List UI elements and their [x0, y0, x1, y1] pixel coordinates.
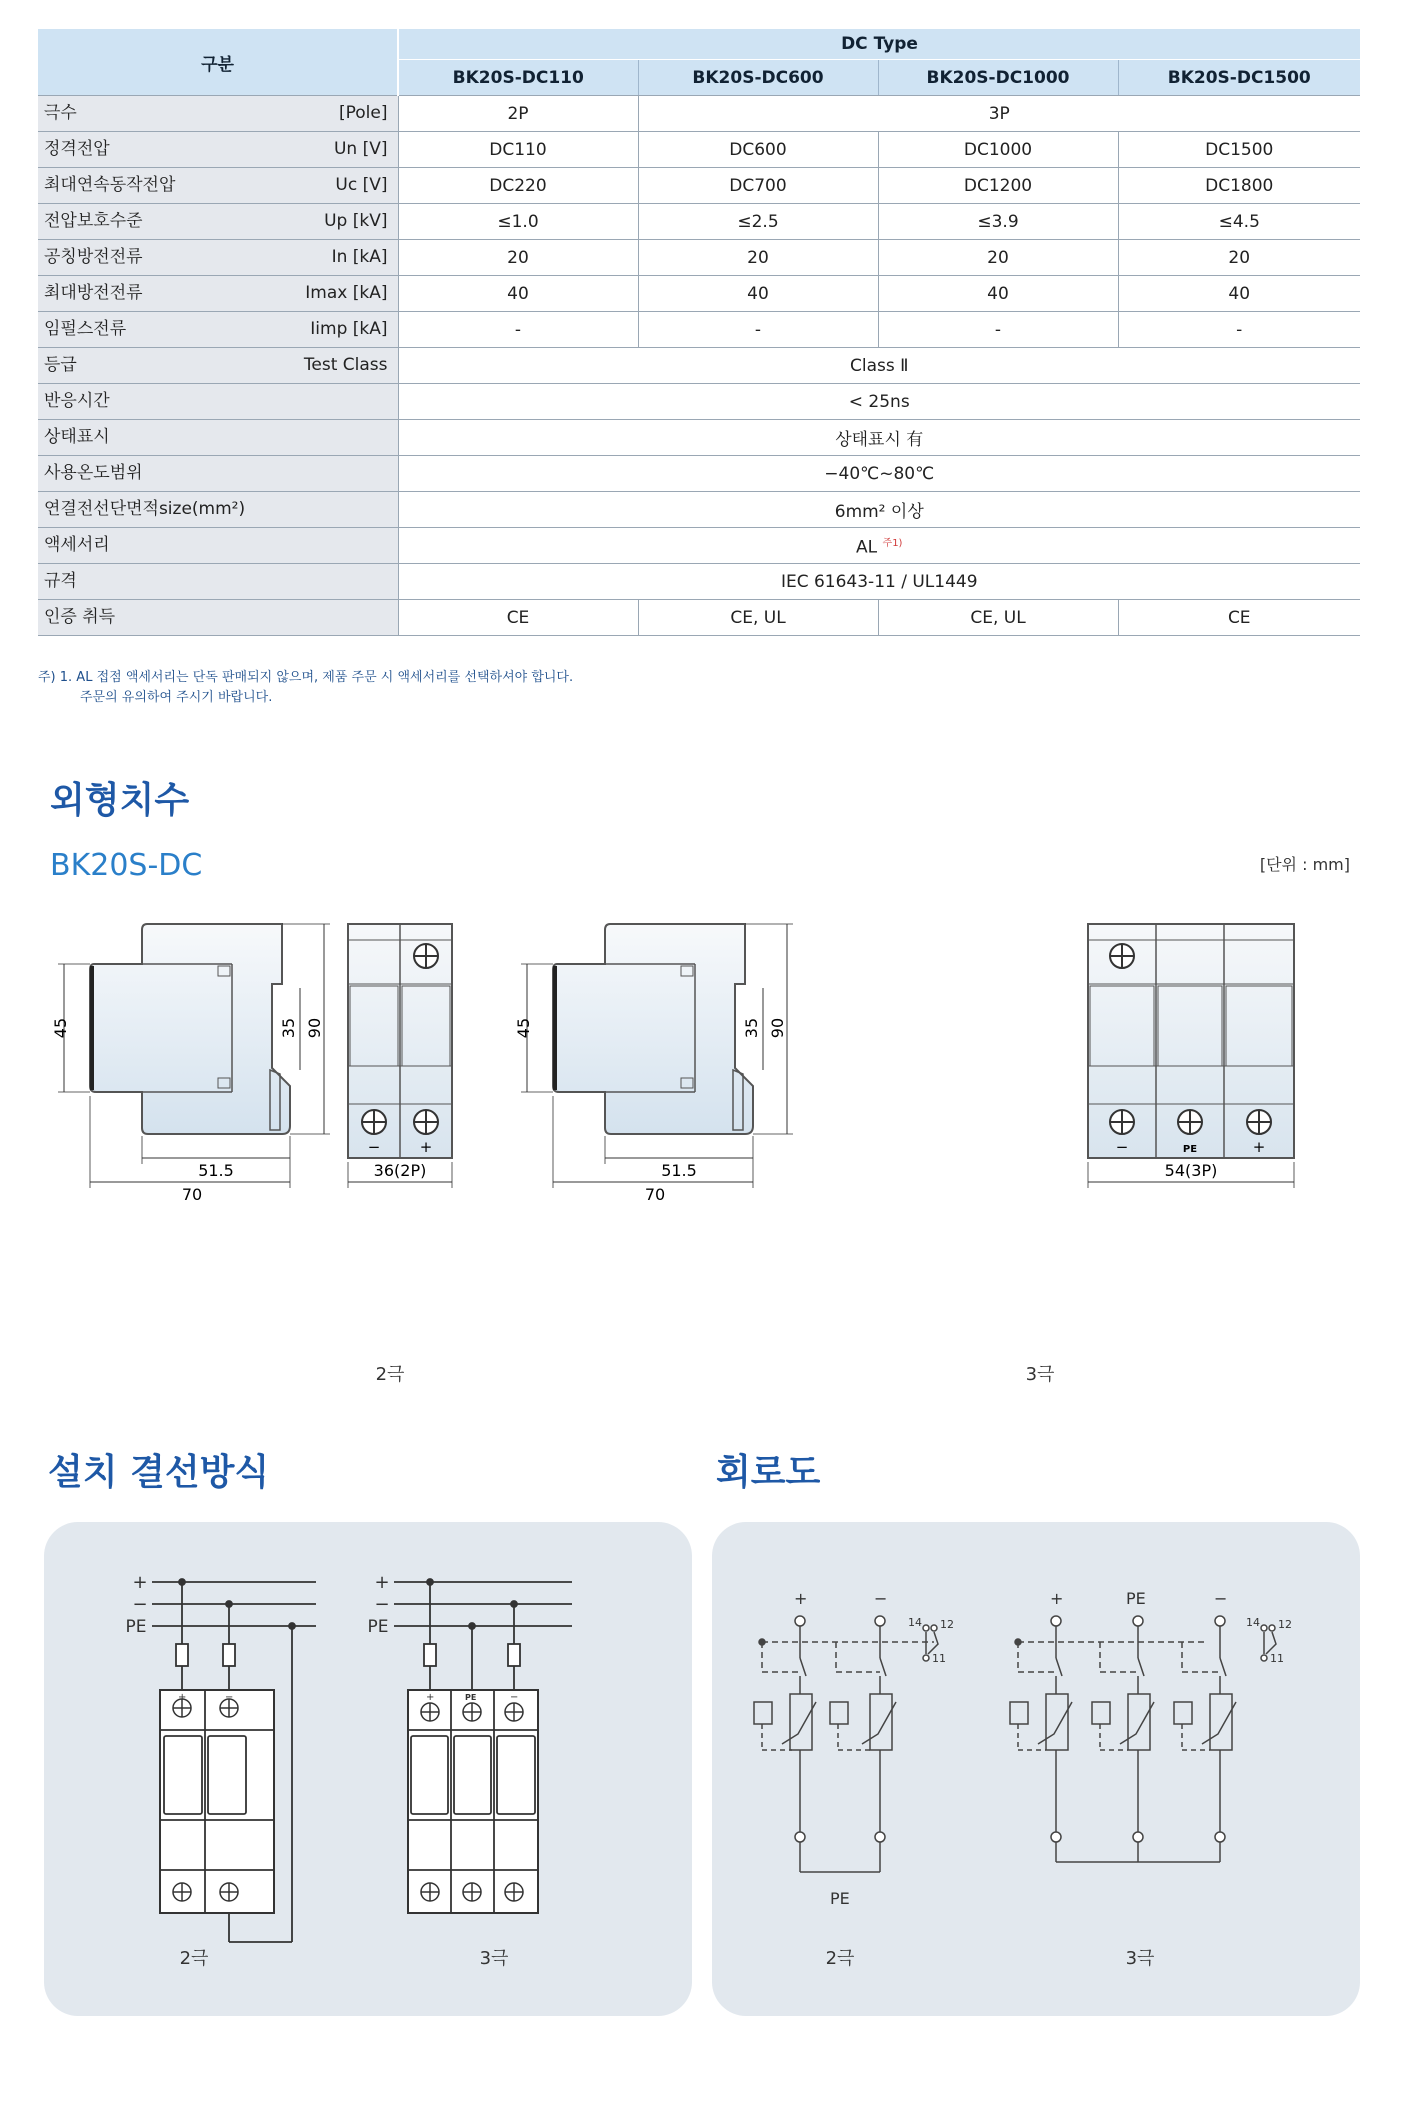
dimensions-title: 외형치수	[50, 780, 190, 821]
wiring-pe-mark: PE	[465, 1693, 477, 1702]
spec-value-text: DC220	[489, 175, 547, 196]
dim-45: 45	[51, 1017, 70, 1039]
spec-row-label	[38, 96, 398, 132]
spec-value	[1118, 132, 1360, 168]
spec-row	[38, 240, 1360, 276]
circuit-title: 회로도	[716, 1452, 821, 1493]
spec-name: 연결전선단면적size(mm²)	[44, 499, 246, 519]
wiring-title: 설치 결선방식	[48, 1452, 270, 1493]
front-view-2p	[348, 924, 452, 1188]
spec-row	[38, 564, 1360, 600]
spec-name: 사용온도범위	[44, 463, 143, 483]
circuit-pe-label: PE	[1126, 1589, 1146, 1608]
spec-value-text: DC1500	[1205, 139, 1274, 160]
spec-value	[1118, 168, 1360, 204]
wiring-plus-mark: +	[178, 1692, 187, 1703]
contact-11-label: 11	[932, 1652, 946, 1665]
spec-value-text: 40	[747, 283, 769, 304]
bus-minus-label: −	[374, 1594, 390, 1615]
spec-value-text: 2P	[507, 103, 529, 124]
spec-unit: Uc [V]	[335, 175, 388, 195]
spec-value	[638, 276, 878, 312]
footnote	[38, 668, 573, 708]
spec-value-text: Class Ⅱ	[850, 355, 909, 376]
wiring-panel	[44, 1522, 692, 2016]
spec-unit: [Pole]	[339, 103, 388, 123]
spec-value	[878, 168, 1118, 204]
spec-value	[878, 132, 1118, 168]
spec-value-text: 20	[507, 247, 529, 268]
model-header: BK20S-DC1000	[878, 60, 1118, 96]
dim-70: 70	[181, 1185, 203, 1204]
spec-value	[398, 456, 1360, 492]
spec-value	[1118, 600, 1360, 636]
spec-value	[638, 600, 878, 636]
spec-value-text: < 25ns	[848, 391, 910, 412]
minus-terminal-label: −	[367, 1138, 381, 1156]
circuit-panel	[712, 1522, 1360, 2016]
spec-row-label	[38, 348, 398, 384]
spec-name: 상태표시	[44, 427, 110, 447]
spec-unit: Up [kV]	[324, 211, 388, 231]
wiring-caption-3p: 3극	[479, 1948, 509, 1969]
spec-name: 반응시간	[44, 391, 110, 411]
spec-value	[878, 204, 1118, 240]
spec-unit: In [kA]	[331, 247, 388, 267]
wiring-minus-mark: −	[225, 1692, 234, 1703]
spec-value	[398, 168, 638, 204]
spec-value-text: -	[754, 319, 762, 340]
spec-value	[398, 528, 1360, 564]
spec-value-text: 20	[1228, 247, 1251, 268]
contact-12-label: 12	[940, 1618, 954, 1631]
spec-value-text: DC1000	[963, 139, 1033, 160]
spec-value	[398, 420, 1360, 456]
spec-value-text: ≤4.5	[1218, 211, 1260, 232]
spec-value	[638, 204, 878, 240]
wiring-caption-2p: 2극	[179, 1948, 209, 1969]
spec-row-label	[38, 528, 398, 564]
contact-14-label: 14	[1246, 1616, 1260, 1629]
circuit-caption-2p: 2극	[825, 1948, 855, 1969]
spec-name: 등급	[44, 355, 77, 375]
spec-value	[638, 240, 878, 276]
circuit-minus-label: −	[1214, 1589, 1228, 1608]
model-header: BK20S-DC1500	[1118, 60, 1360, 96]
spec-row-label	[38, 132, 398, 168]
spec-value-text: CE	[1227, 607, 1251, 628]
spec-value	[638, 312, 878, 348]
spec-name: 액세서리	[44, 535, 110, 555]
dim-35: 35	[742, 1017, 761, 1039]
spec-value-text: IEC 61643-11 / UL1449	[780, 571, 978, 592]
circuit-caption-3p: 3극	[1125, 1948, 1155, 1969]
caption-2p: 2극	[375, 1364, 405, 1385]
wiring-diagram	[44, 1522, 692, 2016]
unit-label: [단위 : mm]	[1259, 855, 1350, 874]
spec-value	[398, 348, 1360, 384]
spec-row-label	[38, 276, 398, 312]
spec-value	[398, 492, 1360, 528]
spec-row	[38, 456, 1360, 492]
spec-row-label	[38, 384, 398, 420]
contact-12-label: 12	[1278, 1618, 1292, 1631]
spec-value	[398, 96, 638, 132]
spec-value-text: 6mm² 이상	[834, 502, 924, 522]
spec-name: 극수	[44, 103, 77, 123]
side-view-2p	[51, 924, 330, 1204]
spec-row	[38, 132, 1360, 168]
spec-name: 임펄스전류	[44, 319, 127, 339]
contact-11-label: 11	[1270, 1652, 1284, 1665]
spec-value-text: DC1200	[963, 175, 1033, 196]
model-title: BK20S-DC	[50, 848, 203, 883]
spec-value-text: -	[514, 319, 522, 340]
plus-terminal-label: +	[1252, 1138, 1266, 1156]
spec-value-text: 20	[747, 247, 769, 268]
wiring-plus-mark: +	[426, 1692, 435, 1703]
spec-value	[398, 564, 1360, 600]
bus-pe-label: PE	[125, 1617, 147, 1637]
footnote-marker: 주1)	[882, 537, 903, 549]
minus-terminal-label: −	[1115, 1138, 1129, 1156]
bus-pe-label: PE	[367, 1617, 389, 1637]
spec-value-text: 40	[507, 283, 529, 304]
wiring-minus-mark: −	[510, 1692, 519, 1703]
spec-row-label	[38, 600, 398, 636]
spec-value	[398, 312, 638, 348]
footnote-line: 주) 1. AL 접점 액세서리는 단독 판매되지 않으며, 제품 주문 시 액세서리를 선택하셔야 합니다.	[38, 670, 574, 685]
spec-value-text: 3P	[988, 103, 1010, 124]
spec-value	[878, 312, 1118, 348]
spec-row	[38, 384, 1360, 420]
spec-value-text: ≤2.5	[737, 211, 779, 232]
caption-3p: 3극	[1025, 1364, 1055, 1385]
circuit-minus-label: −	[874, 1589, 888, 1608]
spec-value-text: DC600	[729, 139, 787, 160]
spec-value	[1118, 312, 1360, 348]
bus-minus-label: −	[132, 1594, 148, 1615]
spec-name: 정격전압	[44, 139, 110, 159]
spec-name: 전압보호수준	[44, 211, 143, 231]
spec-value	[878, 240, 1118, 276]
spec-value	[878, 600, 1118, 636]
model-header: BK20S-DC600	[638, 60, 878, 96]
spec-value	[878, 276, 1118, 312]
spec-unit: Un [V]	[333, 139, 388, 159]
spec-value	[398, 204, 638, 240]
width-2p: 36(2P)	[373, 1161, 427, 1180]
spec-value-text: −40℃~80℃	[824, 463, 935, 484]
spec-value-text: CE	[506, 607, 530, 628]
spec-row	[38, 312, 1360, 348]
spec-value-text: ≤1.0	[497, 211, 539, 232]
spec-unit: Iimp [kA]	[310, 319, 388, 339]
contact-14-label: 14	[908, 1616, 922, 1629]
spec-row-label	[38, 204, 398, 240]
spec-name: 규격	[44, 571, 77, 591]
spec-name: 최대연속동작전압	[44, 175, 176, 195]
spec-value	[398, 600, 638, 636]
spec-value	[398, 132, 638, 168]
front-view-3p	[1088, 924, 1294, 1188]
spec-value-text: AL	[856, 537, 878, 558]
spec-row-label	[38, 492, 398, 528]
spec-value-text: 40	[1228, 283, 1251, 304]
spec-row	[38, 492, 1360, 528]
spec-row	[38, 348, 1360, 384]
spec-row-label	[38, 564, 398, 600]
circuit-plus-label: +	[1050, 1589, 1064, 1608]
dimension-drawings	[0, 900, 1408, 1400]
plus-terminal-label: +	[419, 1138, 433, 1156]
spec-row-label	[38, 240, 398, 276]
model-header: BK20S-DC110	[398, 60, 638, 96]
footnote-line: 주문의 유의하여 주시기 바랍니다.	[80, 690, 273, 705]
bus-plus-label: +	[374, 1572, 390, 1593]
spec-value	[1118, 204, 1360, 240]
spec-value	[398, 240, 638, 276]
dim-90: 90	[768, 1017, 787, 1039]
spec-name: 인증 취득	[44, 607, 116, 627]
spec-value-text: 40	[987, 283, 1009, 304]
spec-value	[638, 132, 878, 168]
spec-value-text: ≤3.9	[977, 211, 1019, 232]
spec-value	[638, 168, 878, 204]
spec-value-text: CE, UL	[970, 607, 1026, 628]
circuit-plus-label: +	[794, 1589, 808, 1608]
dc-type-header: DC Type	[398, 29, 1360, 60]
dim-45: 45	[514, 1017, 533, 1039]
spec-unit: Imax [kA]	[305, 283, 388, 303]
spec-value-text: CE, UL	[730, 607, 786, 628]
circuit-pe-bottom-label: PE	[830, 1889, 850, 1908]
spec-value-text: 20	[987, 247, 1009, 268]
dim-51-5: 51.5	[198, 1161, 234, 1180]
spec-row	[38, 168, 1360, 204]
spec-row	[38, 528, 1360, 564]
width-3p: 54(3P)	[1164, 1161, 1218, 1180]
spec-row	[38, 600, 1360, 636]
pe-terminal-label: PE	[1182, 1144, 1198, 1155]
spec-row	[38, 420, 1360, 456]
spec-row-label	[38, 420, 398, 456]
dim-70: 70	[644, 1185, 666, 1204]
wiring-3p	[368, 1572, 573, 1913]
spec-value	[398, 276, 638, 312]
dim-90: 90	[305, 1017, 324, 1039]
spec-row	[38, 96, 1360, 132]
spec-value	[1118, 276, 1360, 312]
spec-value-text: DC110	[489, 139, 547, 160]
spec-row-label	[38, 312, 398, 348]
spec-name: 최대방전전류	[44, 283, 143, 303]
spec-value	[638, 96, 1360, 132]
wiring-2p	[126, 1572, 317, 1942]
spec-row-label	[38, 168, 398, 204]
spec-name: 공칭방전전류	[44, 247, 143, 267]
bus-plus-label: +	[132, 1572, 148, 1593]
spec-value-text: DC1800	[1205, 175, 1274, 196]
dim-51-5: 51.5	[661, 1161, 697, 1180]
spec-row	[38, 276, 1360, 312]
spec-value	[1118, 240, 1360, 276]
circuit-diagram	[712, 1522, 1360, 2016]
spec-table	[38, 29, 1360, 636]
side-view-3p	[514, 924, 793, 1204]
spec-value	[398, 384, 1360, 420]
spec-unit: Test Class	[303, 355, 388, 375]
table-corner-header: 구분	[38, 29, 398, 96]
spec-row	[38, 204, 1360, 240]
dim-35: 35	[279, 1017, 298, 1039]
spec-table-body	[38, 96, 1360, 636]
spec-value-text: DC700	[729, 175, 787, 196]
spec-value-text: -	[1236, 319, 1243, 340]
spec-value-text: 상태표시 有	[835, 430, 924, 450]
spec-value-text: -	[994, 319, 1002, 340]
spec-row-label	[38, 456, 398, 492]
